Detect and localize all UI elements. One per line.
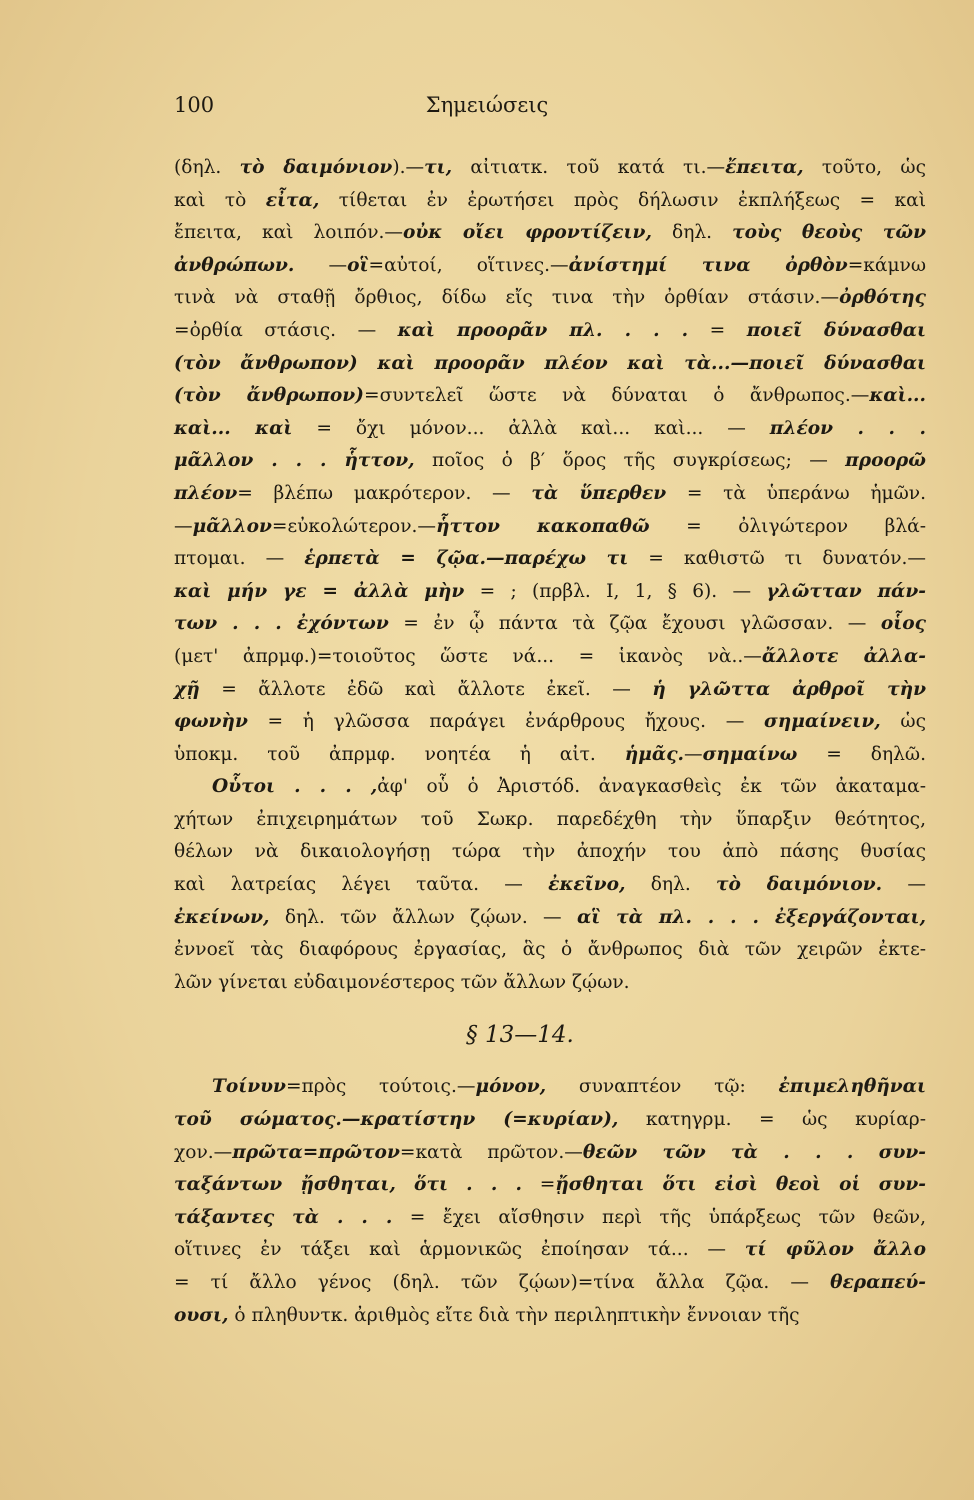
text-line: [174, 348, 926, 381]
plain-text: τοῦτο, ὡς: [803, 157, 926, 178]
text-line: [174, 511, 926, 544]
emphasized-term: πρῶτα=πρῶτον: [232, 1141, 400, 1163]
plain-text: χον.—: [174, 1141, 233, 1163]
text-line: [174, 739, 926, 772]
emphasized-term: φωνὴν: [174, 711, 248, 733]
emphasized-term: ἧττον κακοπαθῶ: [436, 515, 650, 537]
plain-text: =: [522, 1174, 556, 1196]
text-line: [174, 543, 926, 576]
plain-text: = ; (πρβλ. I, 1, § 6). —: [464, 580, 767, 602]
text-line: [174, 1300, 926, 1333]
emphasized-term: μᾶλλον . . . ἧττον,: [174, 450, 415, 472]
emphasized-term: πλέον . . .: [769, 417, 926, 439]
emphasized-term: τὸ δαιμόνιον.: [716, 874, 883, 896]
text-line: [174, 967, 926, 1000]
plain-text: =εὐκολώτερον.—: [271, 515, 437, 537]
plain-text: = τί ἄλλο γένος (δηλ. τῶν ζῴων)=τίνα ἄλλα ζῷα. —: [174, 1272, 831, 1293]
emphasized-term: ἐκείνων,: [174, 906, 270, 928]
plain-text: τινὰ νὰ σταθῇ ὄρθιος, δίδω εἴς τινα τὴν ὀρθίαν στάσιν.—: [174, 287, 840, 309]
emphasized-term: ᾔσθηται ὅτι εἰσὶ θεοὶ οἱ συν-: [555, 1174, 926, 1196]
plain-text: ).—: [392, 157, 425, 178]
text-line: [174, 608, 926, 641]
emphasized-term: ἡμᾶς.: [624, 743, 684, 765]
plain-text: —: [294, 254, 348, 276]
emphasized-term: τὸ δαιμόνιον: [239, 157, 393, 178]
emphasized-term: ουσι,: [174, 1304, 229, 1326]
text-line: [174, 1137, 926, 1170]
emphasized-term: καὶ... καὶ: [174, 417, 293, 439]
text-line: [174, 804, 926, 837]
text-line: [174, 1104, 926, 1137]
running-title: Σημειώσεις: [425, 93, 549, 117]
text-line: [174, 902, 926, 935]
plain-text: ὑποκμ. τοῦ ἀπρμφ. νοητέα ἡ αἰτ.: [174, 743, 625, 765]
emphasized-term: εἶτα,: [265, 189, 320, 211]
emphasized-term: οἷος: [880, 613, 926, 635]
plain-text: = ἄλλοτε ἐδῶ καὶ ἄλλοτε ἐκεῖ. —: [199, 678, 653, 700]
plain-text: =συντελεῖ ὥστε νὰ δύναται ὁ ἄνθρωπος.—: [363, 385, 870, 407]
plain-text: χήτων ἐπιχειρημάτων τοῦ Σωκρ. παρεδέχθη τὴν ὕπαρξιν θεότητος,: [174, 808, 926, 830]
emphasized-term: Οὗτοι . . . ,: [212, 776, 378, 798]
plain-text: θέλων νὰ δικαιολογήσῃ τώρα τὴν ἀποχήν του ἀπὸ πάσης θυσίας: [174, 841, 926, 863]
notes-text: [174, 152, 926, 1332]
plain-text: =αὐτοί, οἵτινες.—: [368, 254, 569, 276]
emphasized-term: ἐπιμεληθῆναι: [778, 1076, 926, 1098]
text-line: [174, 185, 926, 218]
text-line: [174, 380, 926, 413]
emphasized-term: ἀνίστημί τινα ὀρθὸν: [568, 254, 848, 276]
plain-text: ὁ πληθυντκ. ἀριθμὸς εἴτε διὰ τὴν περιληπτικὴν ἔννοιαν τῆς: [228, 1304, 800, 1326]
plain-text: = ὀλιγώτερον βλά-: [649, 515, 926, 537]
emphasized-term: πλέον: [174, 482, 238, 504]
plain-text: = τὰ ὑπεράνω ἡμῶν.: [666, 482, 926, 504]
text-line: [174, 282, 926, 315]
emphasized-term: ἄλλοτε ἀλλα-: [761, 645, 926, 667]
text-line: [174, 445, 926, 478]
text-line: [174, 413, 926, 446]
plain-text: δηλ. τῶν ἄλλων ζῴων. —: [269, 906, 577, 928]
plain-text: —: [882, 874, 926, 896]
plain-text: =πρὸς τούτοις.—: [285, 1076, 476, 1098]
plain-text: = ὄχι μόνον... ἀλλὰ καὶ... καὶ... —: [292, 417, 770, 439]
emphasized-term: (τὸν ἄνθρωπον) καὶ προορᾶν πλέον καὶ τὰ...—ποιεῖ δύνασθαι: [174, 352, 926, 374]
emphasized-term: (τὸν ἄνθρωπον): [174, 385, 364, 407]
text-line: [174, 152, 926, 185]
text-line: [174, 1071, 926, 1104]
emphasized-term: αἳ τὰ πλ. . . . ἐξεργάζονται,: [576, 906, 926, 928]
emphasized-term: μᾶλλον: [192, 515, 272, 537]
emphasized-term: τοὺς θεοὺς τῶν: [732, 222, 926, 244]
plain-text: καὶ τὸ: [174, 189, 266, 211]
text-line: [174, 869, 926, 902]
text-line: [174, 217, 926, 250]
plain-text: ὡς: [880, 711, 926, 733]
text-line: [174, 934, 926, 967]
section-heading: § 13—14.: [466, 1022, 574, 1049]
text-line: [174, 315, 926, 348]
plain-text: λῶν γίνεται εὐδαιμονέστερος τῶν ἄλλων ζῴων.: [174, 971, 630, 993]
plain-text: ἀφ' οὗ ὁ Ἀριστόδ. ἀναγκασθεὶς ἐκ τῶν ἀκαταμα-: [377, 776, 926, 798]
emphasized-term: ἀνθρώπων.: [174, 254, 295, 276]
plain-text: =: [688, 319, 747, 341]
plain-text: (δηλ.: [174, 157, 240, 178]
plain-text: = ἐν ᾧ πάντα τὰ ζῷα ἔχουσι γλῶσσαν. —: [388, 613, 881, 635]
plain-text: = βλέπω μακρότερον. —: [237, 482, 532, 504]
emphasized-term: καὶ...: [869, 385, 926, 407]
plain-text: ἐννοεῖ τὰς διαφόρους ἐργασίας, ἃς ὁ ἄνθρωπος διὰ τῶν χειρῶν ἐκτε-: [174, 939, 926, 961]
emphasized-term: προορῶ: [845, 450, 926, 472]
emphasized-term: ὀρθότης: [839, 287, 926, 309]
text-line: [174, 1267, 926, 1300]
text-line: [174, 641, 926, 674]
emphasized-term: χῇ: [174, 678, 200, 700]
plain-text: =κάμνω: [847, 254, 926, 276]
plain-text: = καθιστῶ τι δυνατόν.—: [628, 548, 927, 570]
emphasized-term: θεραπεύ-: [830, 1272, 926, 1293]
emphasized-term: ταξάντων ᾔσθηται, ὅτι . . .: [174, 1174, 523, 1196]
plain-text: τίθεται ἐν ἐρωτήσει πρὸς δήλωσιν ἐκπλήξεως = καὶ: [319, 189, 926, 211]
text-line: [174, 706, 926, 739]
plain-text: καὶ λατρείας λέγει ταῦτα. —: [174, 874, 549, 896]
plain-text: =ὀρθία στάσις. —: [174, 319, 398, 341]
text-line: [174, 576, 926, 609]
plain-text: = ἡ γλῶσσα παράγει ἐνάρθρους ἤχους. —: [247, 711, 764, 733]
plain-text: —: [684, 743, 703, 765]
page-number: 100: [174, 93, 215, 117]
plain-text: συναπτέον τῷ:: [546, 1076, 779, 1098]
plain-text: αἰτιατκ. τοῦ κατά τι.—: [452, 157, 726, 178]
plain-text: =κατὰ πρῶτον.—: [399, 1141, 583, 1163]
emphasized-term: τάξαντες τὰ . . .: [174, 1206, 393, 1228]
plain-text: (μετ' ἀπρμφ.)=τοιοῦτος ὥστε νά... = ἱκανὸς νὰ..—: [174, 645, 762, 667]
plain-text: = δηλῶ.: [797, 743, 926, 765]
emphasized-term: καὶ προορᾶν πλ. . . .: [397, 319, 689, 341]
page-header: [0, 93, 974, 123]
text-line: [174, 1234, 926, 1267]
plain-text: οἵτινες ἐν τάξει καὶ ἁρμονικῶς ἐποίησαν τά... —: [174, 1239, 745, 1261]
plain-text: ποῖος ὁ β′ ὅρος τῆς συγκρίσεως; —: [414, 450, 846, 472]
emphasized-term: οὐκ οἴει φροντίζειν,: [403, 222, 652, 244]
emphasized-term: σημαίνω: [702, 743, 798, 765]
text-line: [174, 478, 926, 511]
emphasized-term: ἡ γλῶττα ἀρθροῖ τὴν: [652, 678, 926, 700]
plain-text: δηλ.: [625, 874, 717, 896]
text-line: [174, 836, 926, 869]
plain-text: = ἔχει αἴσθησιν περὶ τῆς ὑπάρξεως τῶν θεῶν,: [392, 1206, 926, 1228]
text-line: [174, 1202, 926, 1235]
emphasized-term: ἐκεῖνο,: [548, 874, 626, 896]
emphasized-term: ποιεῖ δύνασθαι: [746, 319, 926, 341]
emphasized-term: των . . . ἐχόντων: [174, 613, 389, 635]
emphasized-term: ἑρπετὰ = ζῷα.—παρέχω τι: [304, 548, 629, 570]
emphasized-term: καὶ μήν γε = ἀλλὰ μὴν: [174, 580, 465, 602]
emphasized-term: ἔπειτα,: [725, 157, 804, 178]
plain-text: κατηγρμ. = ὡς κυρίαρ-: [618, 1109, 926, 1131]
emphasized-term: τι,: [424, 157, 453, 178]
emphasized-term: τὰ ὕπερθεν: [531, 482, 667, 504]
emphasized-term: μόνον,: [475, 1076, 547, 1098]
text-line: [174, 1169, 926, 1202]
text-line: [174, 674, 926, 707]
emphasized-term: οἳ: [347, 254, 369, 276]
emphasized-term: τοῦ σώματος.—κρατίστην (=κυρίαν),: [174, 1109, 619, 1131]
emphasized-term: σημαίνειν,: [763, 711, 881, 733]
text-line: [174, 771, 926, 804]
plain-text: πτομαι. —: [174, 548, 305, 570]
text-line: [174, 250, 926, 283]
plain-text: —: [174, 515, 193, 537]
emphasized-term: Τοίνυν: [212, 1076, 286, 1098]
plain-text: ἔπειτα, καὶ λοιπόν.—: [174, 222, 403, 244]
emphasized-term: γλῶτταν πάν-: [766, 580, 926, 602]
emphasized-term: θεῶν τῶν τὰ . . . συν-: [582, 1141, 926, 1163]
plain-text: δηλ.: [651, 222, 733, 244]
emphasized-term: τί φῦλον ἄλλο: [744, 1239, 926, 1261]
